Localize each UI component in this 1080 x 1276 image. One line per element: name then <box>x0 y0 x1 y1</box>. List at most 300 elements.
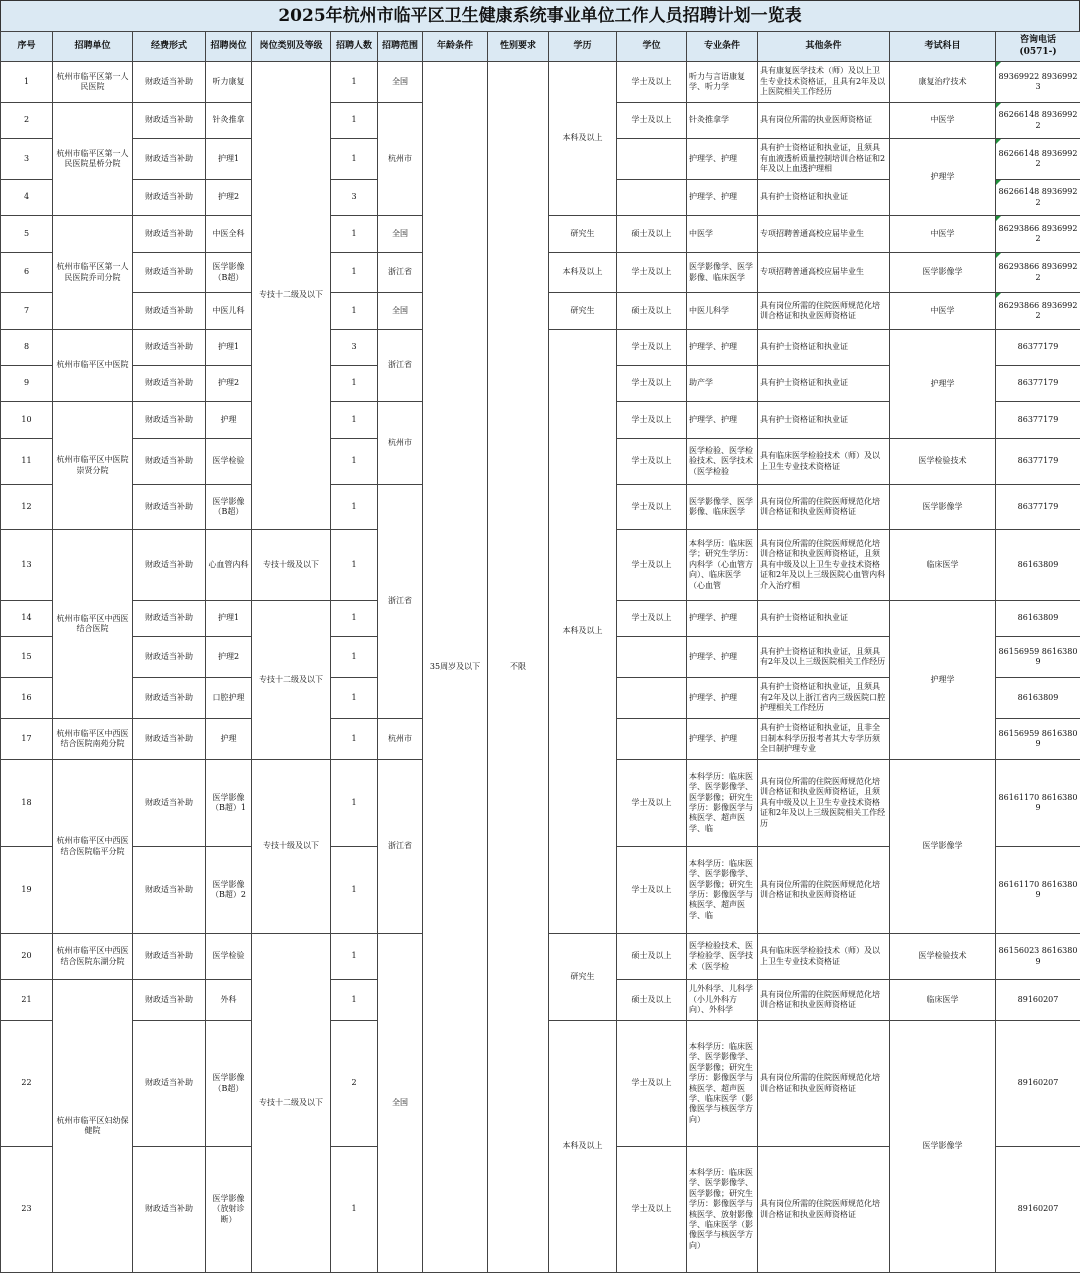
major-condition-text: 本科学历：临床医学；研究生学历：内科学（心血管方向）、临床医学（心血管 <box>689 539 753 590</box>
major-condition-text: 护理学、护理 <box>689 692 737 702</box>
post-category-text: 专技十二级及以下 <box>259 290 323 300</box>
other-condition <box>758 103 890 139</box>
other-condition-text: 具有岗位所需的住院医师规范化培训合格证和执业医师资格证，且须具有中级及以上卫生专业技术资格证和2年及以上三级医院心血管内科介入治疗相 <box>760 539 886 590</box>
other-condition-text: 具有岗位所需的住院医师规范化培训合格证和执业医师资格证 <box>760 879 880 899</box>
row-no-text: 4 <box>23 192 30 202</box>
post-name <box>206 760 252 847</box>
degree-requirement-text: 学士及以上 <box>631 884 672 894</box>
exam-subject-text: 医学影像学 <box>922 501 963 511</box>
degree-requirement-text: 学士及以上 <box>631 456 672 466</box>
recruit-scope <box>378 934 423 1273</box>
exam-subject-text: 医学影像学 <box>922 1141 963 1151</box>
post-name <box>206 1021 252 1147</box>
funding-type-text: 财政适当补助 <box>145 342 193 352</box>
exam-subject-text: 临床医学 <box>926 559 959 569</box>
major-condition-text: 护理学、护理 <box>689 342 737 352</box>
other-condition <box>758 330 890 366</box>
post-name <box>206 216 252 253</box>
funding-type-text: 财政适当补助 <box>145 153 193 163</box>
recruit-scope-text: 杭州市 <box>388 733 412 743</box>
recruit-count-text: 1 <box>351 733 357 743</box>
row-no <box>1 402 53 439</box>
degree-requirement-text: 学士及以上 <box>631 501 672 511</box>
exam-subject <box>890 439 996 485</box>
post-name-text: 听力康复 <box>212 76 245 86</box>
other-condition-text: 具有护士资格证和执业证 <box>760 414 848 424</box>
exam-subject <box>890 293 996 330</box>
degree-requirement-text: 学士及以上 <box>631 378 672 388</box>
recruit-count-text: 3 <box>351 342 357 352</box>
recruiting-unit <box>53 934 133 980</box>
contact-phone <box>996 637 1080 678</box>
contact-phone-text: 86293866 89369922 <box>998 262 1078 282</box>
exam-subject-text: 中医学 <box>930 305 955 315</box>
recruiting-unit-text: 杭州市临平区第一人民医院乔司分院 <box>56 262 129 282</box>
contact-phone-text: 86266148 89369922 <box>998 110 1078 130</box>
exam-subject-text: 医学检验技术 <box>918 951 967 961</box>
recruit-count <box>331 980 378 1021</box>
other-condition <box>758 1147 890 1273</box>
funding-type-text: 财政适当补助 <box>145 994 193 1004</box>
degree-requirement <box>617 330 687 366</box>
header-post: 招聘岗位 <box>206 32 252 62</box>
header-count: 招聘人数 <box>331 32 378 62</box>
degree-requirement-text: 学士及以上 <box>631 613 672 623</box>
post-name <box>206 601 252 637</box>
recruit-scope-text: 全国 <box>392 305 408 315</box>
recruit-count-text: 1 <box>351 267 357 277</box>
major-condition-text: 医学影像学、医学影像、临床医学 <box>689 262 753 282</box>
row-no-text: 8 <box>23 342 30 352</box>
exam-subject-text: 医学影像学 <box>922 841 963 851</box>
recruit-scope-text: 全国 <box>392 1097 408 1107</box>
recruit-count <box>331 601 378 637</box>
other-condition-text: 具有岗位所需的住院医师规范化培训合格证和执业医师资格证 <box>760 989 880 1009</box>
recruit-count-text: 1 <box>351 559 357 569</box>
post-category <box>252 601 331 760</box>
funding-type <box>133 402 206 439</box>
contact-phone <box>996 366 1080 402</box>
major-condition <box>687 530 758 601</box>
other-condition <box>758 366 890 402</box>
age-condition-text: 35周岁及以下 <box>429 661 481 671</box>
contact-phone <box>996 760 1080 847</box>
exam-subject-text: 医学影像学 <box>922 267 963 277</box>
row-no-text: 9 <box>23 378 30 388</box>
exam-subject <box>890 530 996 601</box>
contact-phone <box>996 678 1080 719</box>
post-name-text: 外科 <box>220 994 237 1004</box>
degree-requirement <box>617 678 687 719</box>
funding-type-text: 财政适当补助 <box>145 501 193 511</box>
recruit-count-text: 1 <box>351 228 357 238</box>
other-condition <box>758 678 890 719</box>
row-no <box>1 62 53 103</box>
row-no-text: 12 <box>21 501 32 511</box>
contact-phone-text: 86377179 <box>1017 414 1059 424</box>
recruiting-unit-text: 杭州市临平区中西医结合医院南苑分院 <box>56 728 129 748</box>
age-condition <box>423 62 488 1273</box>
cell-marker-icon <box>996 62 1001 67</box>
other-condition-text: 具有护士资格证和执业证 <box>760 613 848 623</box>
recruiting-unit-text: 杭州市临平区第一人民医院星桥分院 <box>56 148 129 168</box>
recruit-count-text: 1 <box>351 994 357 1004</box>
funding-type <box>133 530 206 601</box>
degree-requirement-text: 学士及以上 <box>631 267 672 277</box>
major-condition <box>687 760 758 847</box>
post-name-text: 医学影像（B超） <box>212 1073 245 1093</box>
education-level-text: 研究生 <box>570 971 595 981</box>
post-category-text: 专技十二级及以下 <box>259 1097 323 1107</box>
recruit-count <box>331 1147 378 1273</box>
recruit-count <box>331 180 378 216</box>
recruit-count <box>331 760 378 847</box>
funding-type <box>133 180 206 216</box>
major-condition-text: 护理学、护理 <box>689 733 737 743</box>
contact-phone-text: 86161170 86163809 <box>998 879 1078 899</box>
post-name-text: 中医全科 <box>212 228 245 238</box>
recruit-count-text: 1 <box>351 951 357 961</box>
degree-requirement <box>617 1021 687 1147</box>
post-category <box>252 62 331 530</box>
post-name-text: 护理1 <box>217 342 240 352</box>
funding-type <box>133 1021 206 1147</box>
major-condition <box>687 934 758 980</box>
major-condition <box>687 1147 758 1273</box>
row-no <box>1 1021 53 1147</box>
other-condition-text: 具有岗位所需的住院医师规范化培训合格证和执业医师资格证 <box>760 1073 880 1093</box>
degree-requirement <box>617 103 687 139</box>
row-no <box>1 103 53 139</box>
recruit-count-text: 1 <box>351 76 357 86</box>
funding-type-text: 财政适当补助 <box>145 414 193 424</box>
header-tel <box>996 32 1080 62</box>
recruiting-unit <box>53 103 133 216</box>
header-funding: 经费形式 <box>133 32 206 62</box>
contact-phone-text: 89160207 <box>1017 1204 1059 1214</box>
recruit-count <box>331 62 378 103</box>
education-level <box>549 216 617 253</box>
row-no <box>1 678 53 719</box>
row-no <box>1 719 53 760</box>
row-no-text: 21 <box>21 994 32 1004</box>
funding-type <box>133 139 206 180</box>
education-level <box>549 330 617 934</box>
degree-requirement <box>617 216 687 253</box>
recruit-scope <box>378 760 423 934</box>
row-no <box>1 293 53 330</box>
contact-phone-text: 86377179 <box>1017 501 1059 511</box>
degree-requirement <box>617 366 687 402</box>
recruit-scope <box>378 719 423 760</box>
education-level-text: 本科及以上 <box>562 1141 603 1151</box>
major-condition-text: 医学检验技术、医学检验学、医学技术（医学检 <box>689 940 753 971</box>
row-no <box>1 180 53 216</box>
education-level-text: 本科及以上 <box>562 133 603 143</box>
exam-subject-text: 护理学 <box>930 171 955 181</box>
post-name-text: 医学检验 <box>212 951 245 961</box>
exam-subject <box>890 760 996 934</box>
cell-marker-icon <box>996 139 1001 144</box>
degree-requirement-text: 学士及以上 <box>631 559 672 569</box>
header-age: 年龄条件 <box>423 32 488 62</box>
contact-phone-text: 86156959 86163809 <box>998 728 1078 748</box>
row-no-text: 3 <box>23 153 30 163</box>
post-name-text: 医学影像（放射诊断） <box>212 1193 245 1224</box>
recruit-count-text: 1 <box>351 115 357 125</box>
major-condition <box>687 485 758 530</box>
funding-type <box>133 637 206 678</box>
post-category-text: 专技十级及以下 <box>263 841 319 851</box>
recruit-scope <box>378 293 423 330</box>
contact-phone-text: 86156023 86163809 <box>998 946 1078 966</box>
row-no-text: 10 <box>21 414 32 424</box>
funding-type <box>133 253 206 293</box>
recruit-count <box>331 1021 378 1147</box>
major-condition-text: 医学影像学、医学影像、临床医学 <box>689 496 753 516</box>
row-no <box>1 216 53 253</box>
other-condition <box>758 180 890 216</box>
contact-phone <box>996 530 1080 601</box>
header-major: 专业条件 <box>687 32 758 62</box>
post-name-text: 心血管内科 <box>208 559 249 569</box>
post-name-text: 护理1 <box>217 153 240 163</box>
funding-type-text: 财政适当补助 <box>145 692 193 702</box>
post-name <box>206 402 252 439</box>
funding-type <box>133 847 206 934</box>
recruiting-unit-text: 杭州市临平区中医院崇贤分院 <box>56 455 129 475</box>
major-condition-text: 针灸推拿学 <box>689 115 729 125</box>
recruit-count-text: 1 <box>351 456 357 466</box>
major-condition-text: 本科学历：临床医学、医学影像学、医学影像；研究生学历：影像医学与核医学、超声医学、临床医学（影像医学与核医学方向） <box>689 1041 753 1124</box>
row-no-text: 14 <box>21 613 32 623</box>
contact-phone-text: 86266148 89369922 <box>998 187 1078 207</box>
funding-type-text: 财政适当补助 <box>145 733 193 743</box>
post-name-text: 护理2 <box>217 651 240 661</box>
recruit-scope-text: 浙江省 <box>388 841 412 851</box>
post-name <box>206 530 252 601</box>
degree-requirement <box>617 293 687 330</box>
row-no-text: 20 <box>21 951 32 961</box>
row-no-text: 16 <box>21 692 32 702</box>
degree-requirement-text: 硕士及以上 <box>631 305 672 315</box>
exam-subject <box>890 253 996 293</box>
post-category-text: 专技十级及以下 <box>263 559 319 569</box>
other-condition-text: 具有康复医学技术（师）及以上卫生专业技术资格证，且具有2年及以上医院相关工作经历 <box>760 66 886 97</box>
recruit-count-text: 2 <box>351 1078 357 1088</box>
contact-phone <box>996 216 1080 253</box>
major-condition <box>687 847 758 934</box>
post-name <box>206 330 252 366</box>
contact-phone <box>996 62 1080 103</box>
major-condition-text: 本科学历：临床医学、医学影像学、医学影像；研究生学历：影像医学与核医学、超声医学、临 <box>689 858 753 920</box>
funding-type <box>133 366 206 402</box>
major-condition-text: 医学检验、医学检验技术、医学技术（医学检验 <box>689 445 753 476</box>
funding-type <box>133 1147 206 1273</box>
contact-phone-text: 86156959 86163809 <box>998 646 1078 666</box>
other-condition <box>758 439 890 485</box>
post-name-text: 医学检验 <box>212 456 245 466</box>
recruit-count-text: 1 <box>351 613 357 623</box>
major-condition-text: 中医儿科学 <box>689 305 729 315</box>
contact-phone-text: 89160207 <box>1017 994 1059 1004</box>
exam-subject <box>890 485 996 530</box>
post-name <box>206 293 252 330</box>
other-condition <box>758 980 890 1021</box>
row-no <box>1 485 53 530</box>
recruit-count <box>331 366 378 402</box>
row-no <box>1 847 53 934</box>
recruit-scope-text: 浙江省 <box>388 360 412 370</box>
recruit-scope <box>378 62 423 103</box>
header-tel-label: 咨询电话 <box>1019 34 1056 45</box>
row-no <box>1 934 53 980</box>
degree-requirement-text: 学士及以上 <box>631 797 672 807</box>
post-name <box>206 847 252 934</box>
education-level <box>549 293 617 330</box>
other-condition-text: 具有护士资格证和执业证，且须具有2年及以上三级医院相关工作经历 <box>760 646 886 666</box>
row-no <box>1 330 53 366</box>
post-category <box>252 530 331 601</box>
post-name-text: 护理1 <box>217 613 240 623</box>
major-condition <box>687 1021 758 1147</box>
degree-requirement <box>617 1147 687 1273</box>
contact-phone <box>996 253 1080 293</box>
recruit-scope <box>378 103 423 216</box>
header-education: 学历 <box>549 32 617 62</box>
major-condition <box>687 678 758 719</box>
other-condition-text: 具有临床医学检验技术（师）及以上卫生专业技术资格证 <box>760 451 880 471</box>
recruiting-unit <box>53 719 133 760</box>
post-name <box>206 980 252 1021</box>
recruiting-unit-text: 杭州市临平区中西医结合医院东湖分院 <box>56 946 129 966</box>
major-condition <box>687 980 758 1021</box>
contact-phone-text: 89369922 89369923 <box>998 71 1078 91</box>
major-condition-text: 护理学、护理 <box>689 613 737 623</box>
major-condition <box>687 180 758 216</box>
row-no-text: 2 <box>23 115 30 125</box>
header-no: 序号 <box>1 32 53 62</box>
other-condition <box>758 760 890 847</box>
recruiting-unit <box>53 760 133 934</box>
contact-phone <box>996 847 1080 934</box>
other-condition <box>758 253 890 293</box>
row-no <box>1 601 53 637</box>
post-name <box>206 103 252 139</box>
recruit-count <box>331 678 378 719</box>
other-condition-text: 具有护士资格证和执业证 <box>760 192 848 202</box>
post-category <box>252 934 331 1273</box>
contact-phone <box>996 719 1080 760</box>
funding-type <box>133 678 206 719</box>
education-level-text: 本科及以上 <box>562 626 603 636</box>
contact-phone <box>996 485 1080 530</box>
exam-subject-text: 临床医学 <box>926 994 959 1004</box>
row-no <box>1 1147 53 1273</box>
contact-phone-text: 86293866 89369922 <box>998 300 1078 320</box>
funding-type <box>133 330 206 366</box>
gender-requirement <box>488 62 549 1273</box>
row-no-text: 15 <box>21 651 32 661</box>
recruit-count-text: 1 <box>351 651 357 661</box>
row-no-text: 17 <box>21 733 32 743</box>
funding-type <box>133 439 206 485</box>
major-condition <box>687 139 758 180</box>
header-tel-area: (0571-) <box>1019 46 1057 57</box>
recruiting-unit <box>53 402 133 530</box>
recruit-count <box>331 530 378 601</box>
funding-type <box>133 103 206 139</box>
row-no <box>1 637 53 678</box>
degree-requirement <box>617 980 687 1021</box>
funding-type-text: 财政适当补助 <box>145 1078 193 1088</box>
other-condition <box>758 485 890 530</box>
education-level-text: 研究生 <box>570 305 595 315</box>
post-name <box>206 180 252 216</box>
degree-requirement <box>617 760 687 847</box>
degree-requirement-text: 学士及以上 <box>631 1078 672 1088</box>
degree-requirement-text: 硕士及以上 <box>631 951 672 961</box>
post-name <box>206 678 252 719</box>
recruit-count-text: 1 <box>351 501 357 511</box>
header-subject: 考试科目 <box>890 32 996 62</box>
funding-type <box>133 293 206 330</box>
education-level-text: 本科及以上 <box>562 267 603 277</box>
post-name-text: 护理2 <box>217 192 240 202</box>
major-condition-text: 护理学、护理 <box>689 414 737 424</box>
degree-requirement <box>617 62 687 103</box>
post-name <box>206 139 252 180</box>
contact-phone-text: 86377179 <box>1017 456 1059 466</box>
degree-requirement-text: 学士及以上 <box>631 1204 672 1214</box>
recruit-scope <box>378 253 423 293</box>
funding-type <box>133 485 206 530</box>
recruit-count <box>331 216 378 253</box>
exam-subject-text: 中医学 <box>930 115 955 125</box>
contact-phone <box>996 293 1080 330</box>
degree-requirement <box>617 719 687 760</box>
exam-subject <box>890 1021 996 1273</box>
degree-requirement <box>617 637 687 678</box>
other-condition-text: 专项招聘普通高校应届毕业生 <box>760 228 864 238</box>
header-gender: 性别要求 <box>488 32 549 62</box>
recruit-count <box>331 402 378 439</box>
recruit-count-text: 3 <box>351 192 357 202</box>
education-level <box>549 62 617 216</box>
contact-phone-text: 86163809 <box>1017 692 1059 702</box>
funding-type <box>133 601 206 637</box>
recruit-count-text: 1 <box>351 692 357 702</box>
funding-type <box>133 62 206 103</box>
recruit-scope <box>378 330 423 402</box>
recruiting-unit-text: 杭州市临平区中医院 <box>56 360 129 370</box>
row-no <box>1 139 53 180</box>
funding-type-text: 财政适当补助 <box>145 115 193 125</box>
funding-type-text: 财政适当补助 <box>145 267 193 277</box>
exam-subject-text: 医学检验技术 <box>918 456 967 466</box>
row-no <box>1 760 53 847</box>
recruiting-unit <box>53 216 133 330</box>
funding-type-text: 财政适当补助 <box>145 456 193 466</box>
recruit-count <box>331 485 378 530</box>
recruit-count-text: 1 <box>351 1204 357 1214</box>
recruit-scope <box>378 485 423 719</box>
header-degree: 学位 <box>617 32 687 62</box>
funding-type-text: 财政适当补助 <box>145 884 193 894</box>
recruit-count <box>331 330 378 366</box>
degree-requirement <box>617 180 687 216</box>
contact-phone <box>996 1147 1080 1273</box>
